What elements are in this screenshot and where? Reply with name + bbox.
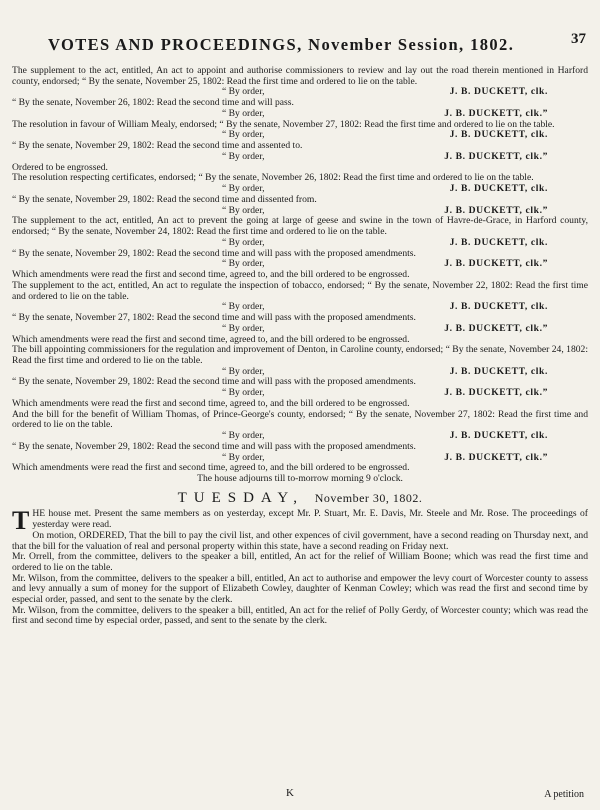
- proceeding-paragraph: The bill appointing commissioners for the regulation and improvement of Denton, in Caroline county, endorsed; “ By the senate, November 24, 1802: Read the first time and ordered to lie on the table.: [12, 344, 588, 366]
- by-order-text: “ By order,: [222, 365, 265, 377]
- proceeding-paragraph: And the bill for the benefit of William Thomas, of Prince-George's county, endorsed; “ By the senate, November 27, 1802: Read the first time and ordered to lie on the table.: [12, 408, 588, 431]
- by-order-text: “ By order,: [222, 451, 265, 463]
- clerk-name: J. B. DUCKETT, clk.”: [444, 107, 548, 119]
- tuesday-paragraph: [12, 552, 588, 573]
- drop-cap-letter: T: [12, 506, 30, 536]
- page-number: 37: [571, 31, 586, 47]
- tuesday-paragraph: [12, 574, 588, 606]
- proceeding-paragraph: “ By the senate, November 29, 1802: Read the second time and assented to.: [12, 140, 303, 152]
- day-heading: [12, 489, 588, 506]
- proceeding-paragraph: “ By the senate, November 29, 1802: Read the second time and will pass with the proposed amendments.: [12, 247, 416, 259]
- catchword: A petition: [544, 789, 584, 800]
- by-order-text: “ By order,: [222, 301, 265, 313]
- clerk-name: J. B. DUCKETT, clk.”: [444, 258, 548, 270]
- clerk-name: J. B. DUCKETT, clk.: [449, 183, 548, 195]
- tuesday-paragraph: [12, 531, 588, 552]
- adjournment-notice: The house adjourns till to-morrow morning 9 o'clock.: [197, 473, 403, 485]
- proceeding-paragraph: The resolution respecting certificates, endorsed; “ By the senate, November 26, 1802: Read the first time and ordered to lie on the table.: [12, 172, 534, 184]
- proceeding-paragraph: Which amendments were read the first and second time, agreed to, and the bill ordered to be engrossed.: [12, 269, 410, 281]
- clerk-name: J. B. DUCKETT, clk.”: [444, 387, 548, 399]
- clerk-signature-row: [12, 367, 588, 378]
- by-order-text: “ By order,: [222, 322, 265, 334]
- proceeding-paragraph: “ By the senate, November 29, 1802: Read the second time and will pass with the proposed amendments.: [12, 440, 416, 452]
- clerk-name: J. B. DUCKETT, clk.: [449, 86, 548, 98]
- page-title: VOTES AND PROCEEDINGS, November Session, 1802.: [48, 35, 515, 54]
- clerk-signature-row: [12, 259, 588, 270]
- by-order-text: “ By order,: [222, 258, 265, 270]
- tuesday-paragraph: [12, 606, 588, 627]
- tuesday-paragraph-text: Mr. Wilson, from the committee, delivers to the speaker a bill, entitled, An act to authorise and empower the levy court of Worcester county to assess and levy annually a sum of money for the support of Elizabeth Cowley, daughter of Kenman Cowley; which was read the first and second time by especial order, passed, and sent to the senate by the clerk.: [12, 572, 588, 606]
- proceeding-paragraph: The resolution in favour of William Mealy, endorsed; “ By the senate, November 27, 1802: Read the first time and ordered to lie on the table.: [12, 118, 555, 130]
- clerk-name: J. B. DUCKETT, clk.: [449, 365, 548, 377]
- clerk-signature-row: [12, 130, 588, 141]
- clerk-name: J. B. DUCKETT, clk.: [449, 301, 548, 313]
- day-date: November 30, 1802.: [314, 490, 423, 505]
- by-order-text: “ By order,: [222, 129, 265, 141]
- proceeding-paragraph: The supplement to the act, entitled, An act to prevent the going at large of geese and swine in the town of Havre-de-Grace, in Harford county, endorsed; “ By the senate, November 24, 1802: Read the first time and ordered to lie on the table.: [12, 215, 588, 238]
- day-name: TUESDAY,: [177, 489, 305, 506]
- clerk-signature-row: [12, 109, 588, 120]
- by-order-text: “ By order,: [222, 236, 265, 248]
- tuesday-paragraph-text: Mr. Orrell, from the committee, delivers to the speaker a bill, entitled, An act for the relief of William Boone; which was read the first time and ordered to lie on the table.: [12, 551, 588, 573]
- page-header: [48, 31, 586, 60]
- page-footer: [0, 788, 600, 804]
- tuesday-paragraph: [12, 506, 588, 536]
- proceeding-paragraph: “ By the senate, November 26, 1802: Read the second time and will pass.: [12, 97, 294, 109]
- clerk-name: J. B. DUCKETT, clk.”: [444, 150, 548, 162]
- clerk-signature-row: [12, 87, 588, 98]
- clerk-name: J. B. DUCKETT, clk.: [449, 129, 548, 141]
- proceeding-paragraph: The supplement to the act, entitled, An act to regulate the inspection of tobacco, endorsed; “ By the senate, November 22, 1802: Read the first time and ordered to lie on the table.: [12, 279, 588, 302]
- clerk-signature-row: [12, 324, 588, 335]
- tuesday-paragraph-text: On motion, ORDERED, That the bill to pay the civil list, and other expences of civil government, have a second reading on Thursday next, and that the bill for the valuation of real and personal property within this state, have a second reading on Friday next.: [12, 529, 588, 552]
- by-order-text: “ By order,: [222, 430, 265, 442]
- by-order-text: “ By order,: [222, 387, 265, 399]
- proceeding-paragraph: Which amendments were read the first and second time, agreed to, and the bill ordered to be engrossed.: [12, 462, 410, 474]
- by-order-text: “ By order,: [222, 204, 265, 216]
- signature-mark: K: [286, 787, 294, 799]
- clerk-name: J. B. DUCKETT, clk.: [449, 236, 548, 248]
- clerk-name: J. B. DUCKETT, clk.: [449, 430, 548, 442]
- tuesday-paragraph-text: Mr. Wilson, from the committee, delivers to the speaker a bill, entitled, An act for the relief of Polly Gerdy, of Worcester county; which was read the first and second time by especial order, passed, and sent to the senate by the clerk.: [12, 604, 588, 627]
- clerk-signature-row: [12, 431, 588, 442]
- by-order-text: “ By order,: [222, 150, 265, 162]
- proceeding-paragraph: Which amendments were read the first and second time, agreed to, and the bill ordered to be engrossed.: [12, 333, 410, 345]
- clerk-name: J. B. DUCKETT, clk.”: [444, 322, 548, 334]
- clerk-name: J. B. DUCKETT, clk.”: [444, 451, 548, 463]
- clerk-signature-row: [12, 388, 588, 399]
- clerk-signature-row: [12, 152, 588, 163]
- proceeding-paragraph: The supplement to the act, entitled, An act to appoint and authorise commissioners to review and lay out the road therein mentioned in Harford county, endorsed; “ By the senate, November 25, 1802: Read the first time and ordered to lie on the table.: [12, 65, 588, 87]
- proceeding-paragraph: Ordered to be engrossed.: [12, 161, 108, 173]
- clerk-signature-row: [12, 184, 588, 195]
- clerk-signature-row: [12, 238, 588, 249]
- clerk-signature-row: [12, 453, 588, 464]
- tuesday-paragraph-text: HE house met. Present the same members as on yesterday, except Mr. P. Stuart, Mr. E. Davis, Mr. Steele and Mr. Rose. The proceedings of yesterday were read.: [32, 508, 588, 531]
- proceeding-paragraph: “ By the senate, November 29, 1802: Read the second time and dissented from.: [12, 193, 317, 205]
- by-order-text: “ By order,: [222, 183, 265, 195]
- clerk-signature-row: [12, 302, 588, 313]
- clerk-name: J. B. DUCKETT, clk.”: [444, 204, 548, 216]
- proceeding-paragraph: “ By the senate, November 29, 1802: Read the second time and will pass with the proposed amendments.: [12, 376, 416, 388]
- proceeding-paragraph: “ By the senate, November 27, 1802: Read the second time and will pass with the proposed amendments.: [12, 312, 416, 324]
- by-order-text: “ By order,: [222, 107, 265, 119]
- proceedings-body: [12, 66, 588, 627]
- by-order-text: “ By order,: [222, 86, 265, 98]
- clerk-signature-row: [12, 206, 588, 217]
- proceeding-paragraph: Which amendments were read the first and second time, agreed to, and the bill ordered to be engrossed.: [12, 397, 410, 409]
